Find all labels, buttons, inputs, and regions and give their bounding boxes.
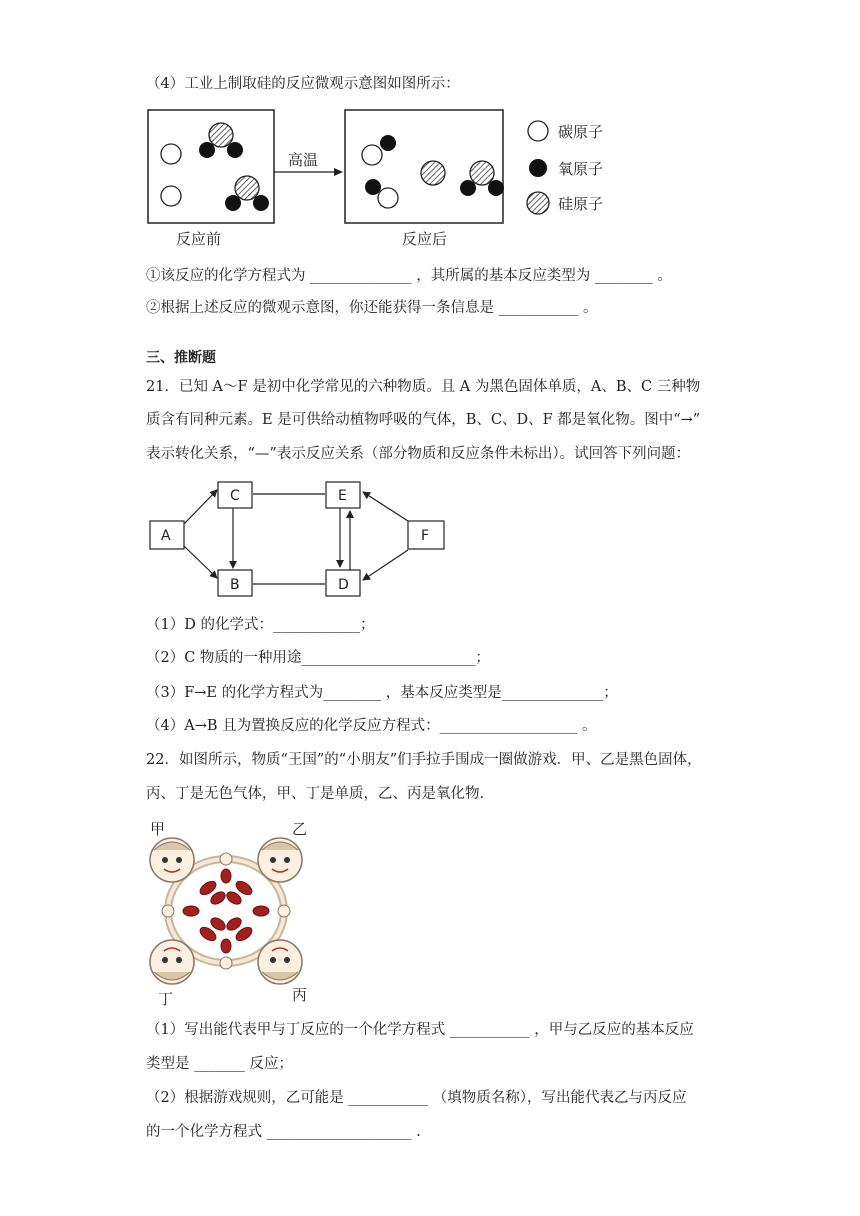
q21-text-line1: 21．已知 A～F 是初中化学常见的六种物质。且 A 为黑色固体单质，A、B、C 三种物 (146, 379, 701, 395)
q22-sub1-line1: （1）写出能代表甲与丁反应的一个化学方程式 ___________ ，甲与乙反应的基本反应 (146, 1022, 694, 1038)
legend-oxygen: 氧原子 (558, 160, 604, 178)
arrow-a-to-c (184, 490, 217, 524)
section-title: 三、推断题 (146, 350, 216, 366)
node-f-label: F (421, 528, 430, 544)
oxygen-atom (199, 142, 215, 158)
node-e-label: E (338, 488, 347, 504)
label-ding: 丁 (158, 990, 174, 1008)
label-jia: 甲 (150, 820, 166, 838)
q21-sub3: （3）F→E 的化学方程式为________ ，基本反应类型是______________； (146, 685, 618, 701)
oxygen-atom (227, 142, 243, 158)
q20-4-intro: （4）工业上制取硅的反应微观示意图如图所示： (146, 76, 460, 92)
node-b-label: B (230, 577, 240, 593)
arrow-a-to-b (184, 546, 217, 578)
node-d-label: D (338, 577, 349, 593)
q21-text-line2: 质含有同种元素。E 是可供给动植物呼吸的气体，B、C、D、F 都是氧化物。图中“→” (146, 412, 701, 428)
kids-circle-picture (146, 836, 306, 986)
oxygen-atom (253, 195, 269, 211)
silicon-legend-icon (527, 192, 549, 214)
silicon-atom (421, 161, 445, 185)
q21-text-line3: 表示转化关系，“—”表示反应关系（部分物质和反应条件未标出）。试回答下列问题： (146, 446, 691, 462)
arrow-head-icon (334, 168, 343, 176)
node-a-label: A (161, 528, 171, 544)
kid-face-icon (258, 940, 302, 984)
carbon-atom (362, 145, 382, 165)
after-label: 反应后 (402, 230, 448, 248)
q20-4-line2: ②根据上述反应的微观示意图，你还能获得一条信息是 ___________ 。 (146, 300, 598, 316)
silicon-atom (470, 161, 494, 185)
carbon-legend-icon (528, 121, 548, 141)
before-label: 反应前 (176, 230, 222, 248)
oxygen-atom (225, 195, 241, 211)
q22-text-line2: 丙、丁是无色气体，甲、丁是单质，乙、丙是氧化物． (146, 786, 494, 802)
q22-sub2-line1: （2）根据游戏规则，乙可能是 ___________ （填物质名称），写出能代表乙与丙反应 (146, 1090, 687, 1106)
node-c-label: C (230, 488, 240, 504)
oxygen-atom (488, 180, 504, 196)
arrow-f-to-d (363, 550, 408, 580)
kid-face-icon (258, 838, 302, 882)
q21-sub1: （1）D 的化学式：____________； (146, 617, 375, 633)
inference-diagram (140, 474, 460, 602)
feet-group (183, 869, 269, 953)
arrow-label: 高温 (288, 151, 319, 169)
label-yi: 乙 (292, 820, 308, 838)
silicon-atom (235, 176, 259, 200)
q22-sub1-line2: 类型是 _______ 反应； (146, 1056, 293, 1072)
carbon-atom (378, 188, 398, 208)
carbon-atom (161, 186, 181, 206)
q20-4-line1: ①该反应的化学方程式为 ______________ ，其所属的基本反应类型为 ________ 。 (146, 268, 672, 284)
oxygen-legend-icon (529, 159, 547, 177)
kid-face-icon (150, 838, 194, 882)
silicon-reaction-diagram (140, 100, 620, 252)
q21-sub2: （2）C 物质的一种用途________________________； (146, 650, 490, 666)
silicon-atom (209, 123, 233, 147)
oxygen-atom (380, 135, 396, 151)
legend-carbon: 碳原子 (558, 123, 604, 141)
oxygen-atom (365, 179, 381, 195)
q22-sub2-line2: 的一个化学方程式 ____________________ . (146, 1124, 421, 1140)
carbon-atom (161, 144, 181, 164)
q22-text-line1: 22．如图所示，物质“王国”的“小朋友”们手拉手围成一圈做游戏．甲、乙是黑色固体， (146, 752, 702, 768)
legend-silicon: 硅原子 (558, 195, 604, 213)
kid-face-icon (150, 940, 194, 984)
q21-sub4: （4）A→B 且为置换反应的化学反应方程式：___________________ 。 (146, 718, 597, 734)
arrow-f-to-e (363, 492, 408, 521)
oxygen-atom (460, 180, 476, 196)
label-bing: 丙 (292, 986, 308, 1004)
